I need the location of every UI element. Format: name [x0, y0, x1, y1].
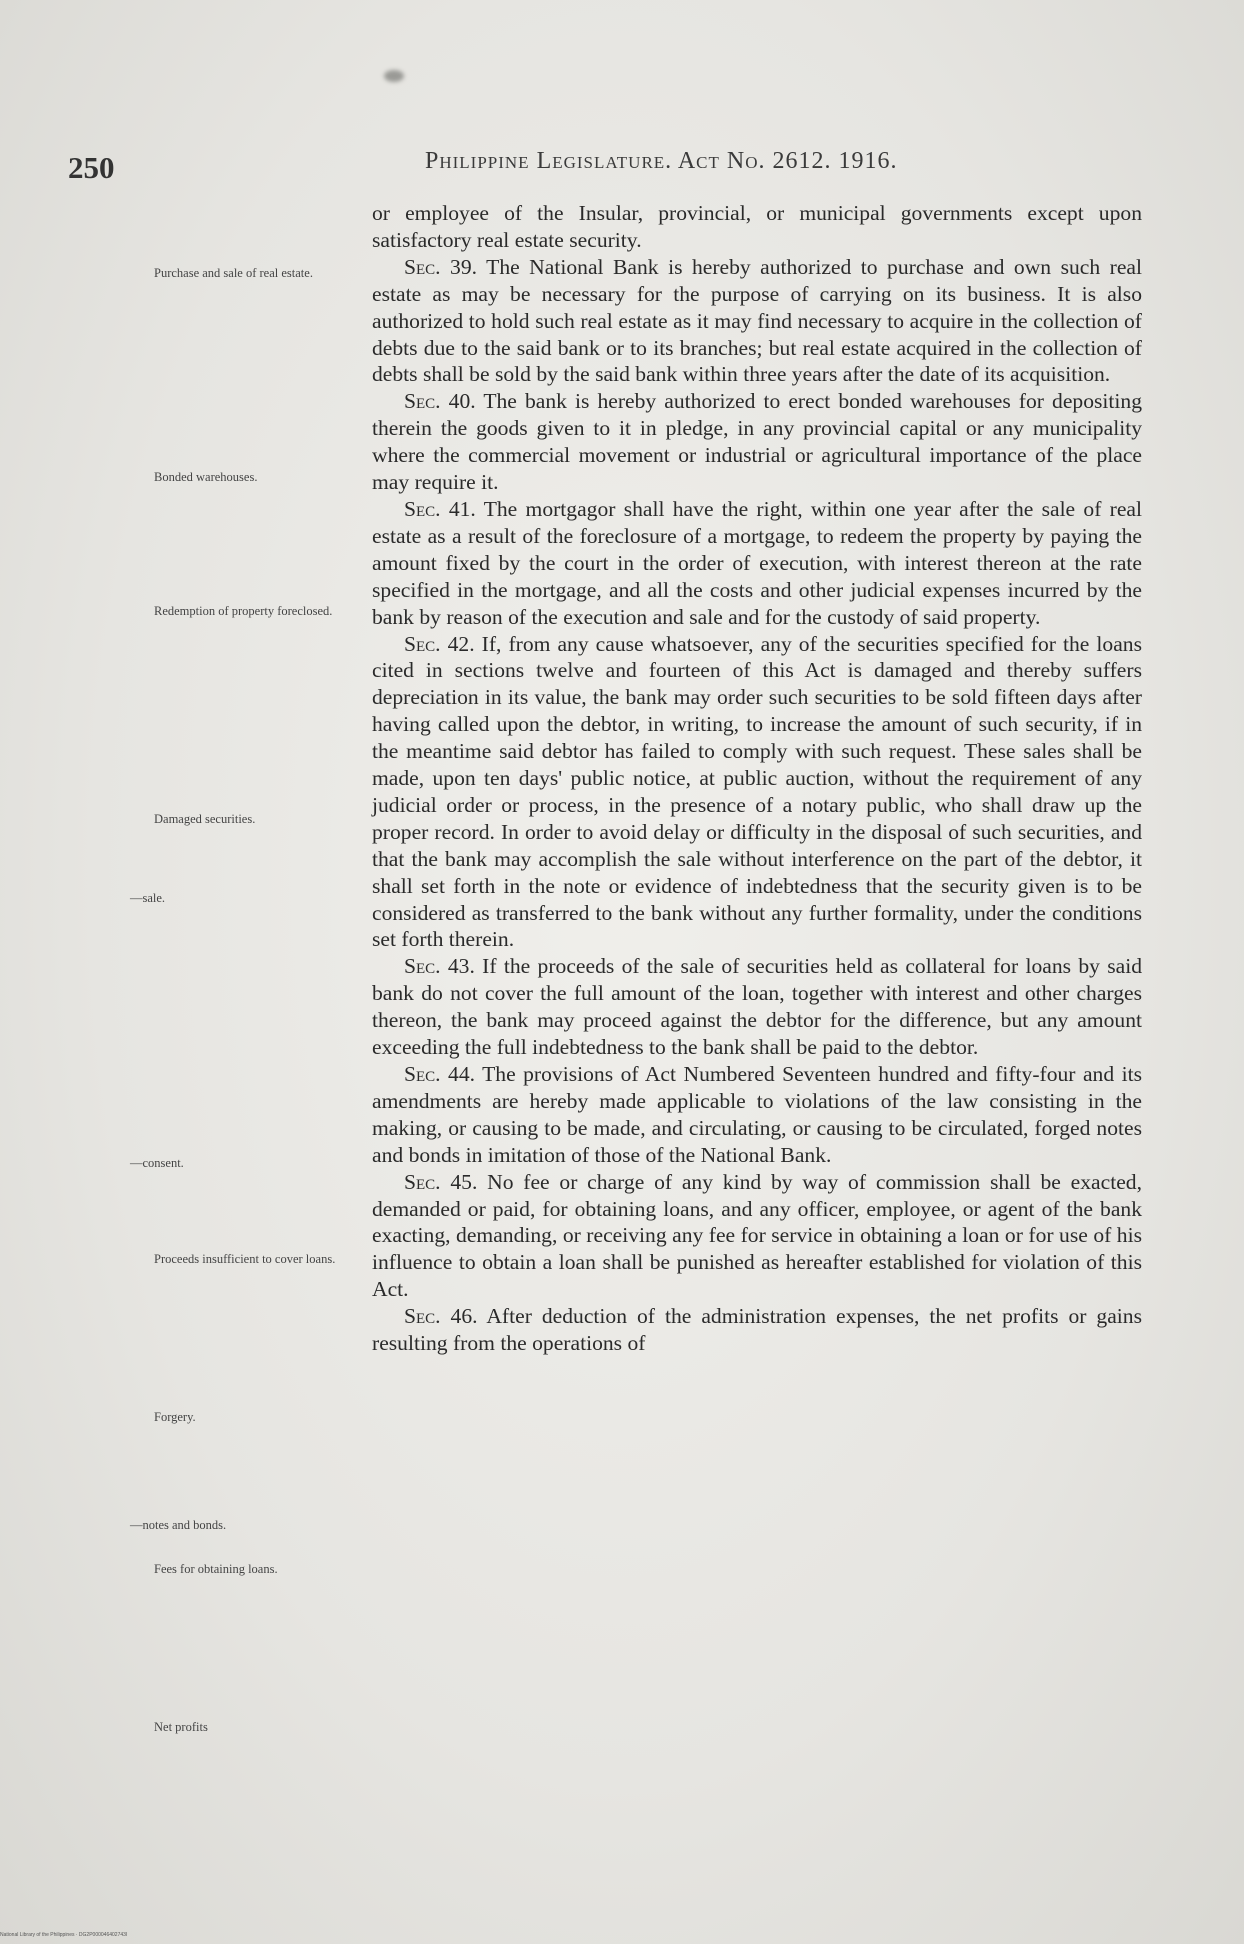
- margin-note-notes-bonds: —notes and bonds.: [130, 1518, 227, 1532]
- section-label: Sec. 41.: [404, 496, 476, 521]
- margin-note-fees: Fees for obtaining loans.: [154, 1562, 278, 1576]
- margin-note-consent: —consent.: [130, 1156, 184, 1170]
- running-head: Philippine Legislature. Act No. 2612. 1916.: [425, 148, 898, 174]
- section-label: Sec. 46.: [404, 1304, 478, 1329]
- continuation-paragraph: or employee of the Insular, provincial, or municipal governments except upon satisfactory real estate security.: [372, 201, 1142, 252]
- section-label: Sec. 43.: [404, 954, 475, 979]
- section-label: Sec. 39.: [404, 254, 478, 279]
- section-44: [372, 1061, 1142, 1169]
- section-39: [372, 254, 1142, 389]
- body-text: [372, 200, 1142, 1357]
- page-number: 250: [68, 150, 115, 185]
- section-45: [372, 1169, 1142, 1304]
- section-text: The provisions of Act Numbered Seventeen hundred and fifty-four and its amendments are hereby made applicable to violations of the law consisting in the making, or causing to be made, and circulating, or causing to be circulated, forged notes and bonds in imitation of those of the National Bank.: [372, 1062, 1142, 1167]
- section-text: The bank is hereby authorized to erect bonded warehouses for depositing therein the goods given to it in pledge, in any provincial capital or any municipality where the commercial movement or industrial or agricultural importance of the place may require it.: [372, 389, 1143, 495]
- section-text: If, from any cause whatsoever, any of the securities specified for the loans cited in sections twelve and fourteen of this Act is damaged and thereby suffers depreciation in its value, the bank may order such securities to be sold fifteen days after having called upon the debtor, in writing, to increase the amount of such security, if in the meantime said debtor has failed to comply with such request. These sales shall be made, upon ten days' public notice, at public auction, without the requirement of any judicial order or process, in the presence of a notary public, who shall draw up the proper record. In order to avoid delay or difficulty in the disposal of such securities, and that the bank may accomplish the sale without interference on the part of the debtor, it shall set forth in the note or evidence of indebtedness that the security given is to be considered as transferred to the bank without any further formality, under the conditions set forth therein.: [372, 631, 1142, 952]
- section-text: If the proceeds of the sale of securities held as collateral for loans by said bank do not cover the full amount of the loan, together with interest and other charges thereon, the bank may proceed against the debtor for the difference, but any amount exceeding the full indebtedness to the bank shall be paid to the debtor.: [372, 954, 1143, 1060]
- section-label: Sec. 44.: [404, 1062, 476, 1086]
- margin-note-damaged-securities: Damaged securities.: [154, 812, 256, 826]
- section-text: After deduction of the administration expenses, the net profits or gains resulting from the operations of: [372, 1304, 1142, 1356]
- section-46: [372, 1303, 1142, 1357]
- ink-smudge: [384, 70, 404, 82]
- margin-note-net-profits: Net profits: [154, 1720, 208, 1734]
- source-strip: National Library of the Philippines · DG2P000046402743I: [0, 1932, 128, 1938]
- section-label: Sec. 40.: [404, 389, 476, 414]
- section-40: [372, 388, 1142, 496]
- margin-note-redemption: Redemption of property foreclosed.: [154, 604, 333, 618]
- section-label: Sec. 45.: [404, 1169, 478, 1194]
- section-text: No fee or charge of any kind by way of commission shall be exacted, demanded or paid, for obtaining loans, and any officer, employee, or agent of the bank exacting, demanding, or receiving any fee for service in obtaining a loan or for use of his influence to obtain a loan shall be punished as hereafter established for violation of this Act.: [372, 1169, 1142, 1302]
- section-42: [372, 631, 1142, 954]
- margin-note-forgery: Forgery.: [154, 1410, 196, 1424]
- section-label: Sec. 42.: [404, 631, 475, 656]
- margin-note-sale: —sale.: [130, 891, 166, 905]
- margin-note-purchase-sale: Purchase and sale of real estate.: [154, 266, 313, 280]
- margin-note-proceeds: Proceeds insufficient to cover loans.: [154, 1252, 336, 1266]
- margin-note-bonded-warehouses: Bonded warehouses.: [154, 470, 258, 484]
- section-text: The National Bank is hereby authorized to purchase and own such real estate as may be necessary for the purpose of carrying on its business. It is also authorized to hold such real estate as it may find necessary to acquire in the collection of debts due to the said bank or to its branches; but real estate acquired in the collection of debts shall be sold by the said bank within three years after the date of its acquisition.: [372, 254, 1142, 387]
- section-43: [372, 953, 1142, 1061]
- section-41: [372, 496, 1142, 631]
- section-text: The mortgagor shall have the right, within one year after the sale of real estate as a result of the foreclosure of a mortgage, to redeem the property by paying the amount fixed by the court in the order of execution, with interest thereon at the rate specified in the mortgage, and all the costs and other judicial expenses incurred by the bank by reason of the execution and sale and for the custody of said property.: [372, 496, 1143, 629]
